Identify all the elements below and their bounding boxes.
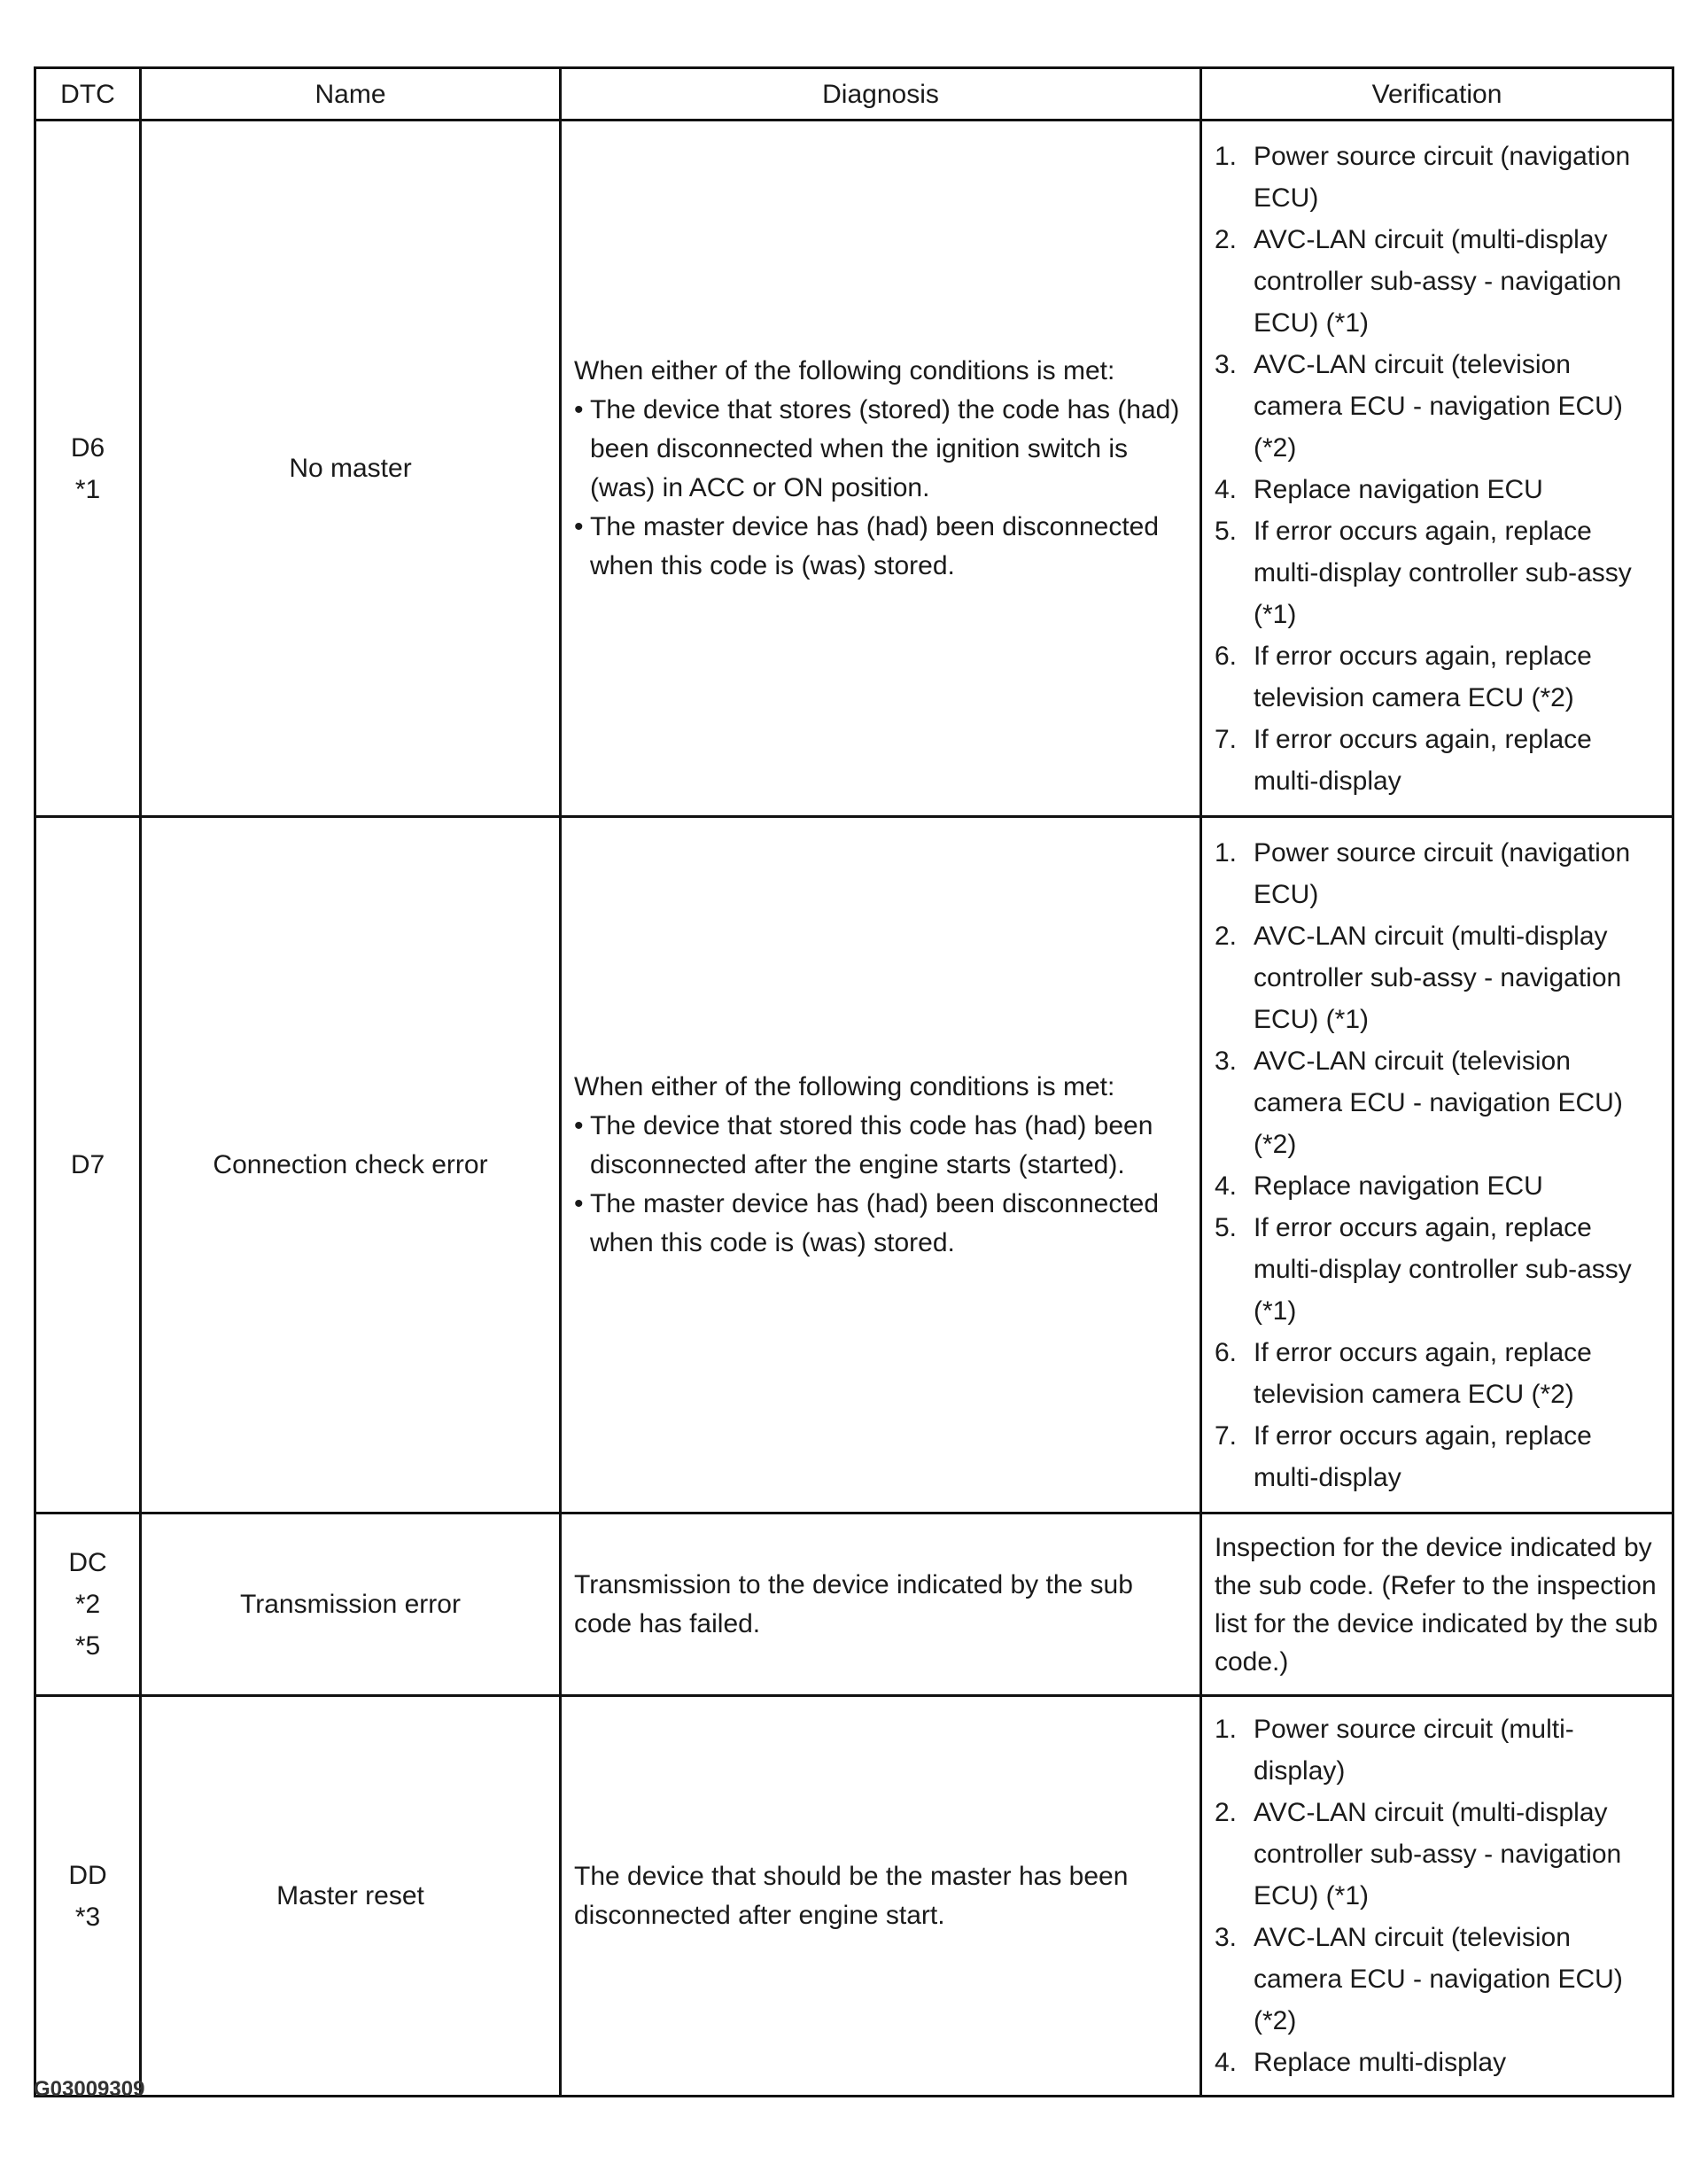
verification-step: 3. AVC-LAN circuit (television camera ECU - navigation ECU) (*2) xyxy=(1215,1046,1623,1159)
dtc-code: DD xyxy=(68,1860,107,1890)
diagnosis-bullet: • The master device has (had) been disconnected when this code is (was) stored. xyxy=(574,1185,1184,1263)
verification-step: 6. If error occurs again, replace television camera ECU (*2) xyxy=(1215,641,1592,712)
figure-code: G03009309 xyxy=(34,2077,145,2101)
header-diagnosis: Diagnosis xyxy=(561,68,1201,121)
verification-cell xyxy=(1201,1696,1673,2097)
diagnosis-cell xyxy=(561,1696,1201,2097)
dtc-code: D7 xyxy=(70,1150,105,1179)
diagnosis-text: The device that should be the master has been disconnected after engine start. xyxy=(574,1861,1129,1930)
verification-step: 5. If error occurs again, replace multi-display controller sub-assy (*1) xyxy=(1215,1212,1632,1326)
verification-step: 7. If error occurs again, replace multi-display xyxy=(1215,724,1592,796)
verification-cell xyxy=(1201,1513,1673,1696)
verification-step: 1. Power source circuit (navigation ECU) xyxy=(1215,141,1631,213)
verification-text: Inspection for the device indicated by the sub code. (Refer to the inspection list for the device indicated by the sub code.) xyxy=(1215,1532,1658,1677)
dtc-note: *2 xyxy=(74,1590,101,1619)
verification-step: 5. If error occurs again, replace multi-display controller sub-assy (*1) xyxy=(1215,516,1632,629)
verification-step: 4. Replace navigation ECU xyxy=(1215,1171,1543,1201)
verification-steps xyxy=(1215,832,1661,1498)
header-name: Name xyxy=(141,68,561,121)
verification-step: 3. AVC-LAN circuit (television camera ECU - navigation ECU) (*2) xyxy=(1215,349,1623,463)
dtc-code-cell xyxy=(35,1696,141,2097)
verification-step: 2. AVC-LAN circuit (multi-display controller sub-assy - navigation ECU) (*1) xyxy=(1215,1798,1622,1910)
table-row xyxy=(35,817,1673,1513)
dtc-name: Connection check error xyxy=(141,817,561,1513)
diagnosis-intro: When either of the following conditions is met: xyxy=(574,355,1115,385)
diagnosis-bullet: • The master device has (had) been disconnected when this code is (was) stored. xyxy=(574,508,1184,586)
dtc-note: *3 xyxy=(74,1902,101,1932)
verification-step: 1. Power source circuit (multi-display) xyxy=(1215,1715,1574,1786)
verification-steps xyxy=(1215,136,1661,802)
diagnosis-bullets xyxy=(574,1107,1184,1263)
dtc-code-cell xyxy=(35,121,141,817)
table-row xyxy=(35,1513,1673,1696)
diagnosis-bullets xyxy=(574,391,1184,586)
dtc-code-cell xyxy=(35,817,141,1513)
table-row xyxy=(35,1696,1673,2097)
verification-step: 2. AVC-LAN circuit (multi-display controller sub-assy - navigation ECU) (*1) xyxy=(1215,224,1622,338)
table-row xyxy=(35,121,1673,817)
dtc-code-cell xyxy=(35,1513,141,1696)
verification-cell xyxy=(1201,121,1673,817)
diagnosis-text: Transmission to the device indicated by the sub code has failed. xyxy=(574,1569,1133,1638)
verification-step: 3. AVC-LAN circuit (television camera ECU - navigation ECU) (*2) xyxy=(1215,1923,1623,2035)
dtc-code: D6 xyxy=(70,432,105,463)
verification-step: 2. AVC-LAN circuit (multi-display controller sub-assy - navigation ECU) (*1) xyxy=(1215,921,1622,1034)
diagnosis-intro: When either of the following conditions is met: xyxy=(574,1071,1115,1101)
verification-steps xyxy=(1215,1708,1661,2083)
dtc-table xyxy=(34,66,1674,2097)
dtc-note: *1 xyxy=(74,474,101,504)
verification-step: 4. Replace navigation ECU xyxy=(1215,474,1543,504)
table-header-row xyxy=(35,68,1673,121)
verification-cell xyxy=(1201,817,1673,1513)
dtc-name: Master reset xyxy=(141,1696,561,2097)
diagnosis-cell xyxy=(561,817,1201,1513)
dtc-name: No master xyxy=(141,121,561,817)
header-verification: Verification xyxy=(1201,68,1673,121)
verification-step: 4. Replace multi-display xyxy=(1215,2048,1507,2077)
verification-step: 7. If error occurs again, replace multi-display xyxy=(1215,1420,1592,1492)
dtc-note: *5 xyxy=(74,1631,101,1661)
verification-step: 1. Power source circuit (navigation ECU) xyxy=(1215,837,1631,909)
header-dtc: DTC xyxy=(35,68,141,121)
diagnosis-cell xyxy=(561,121,1201,817)
diagnosis-cell xyxy=(561,1513,1201,1696)
verification-step: 6. If error occurs again, replace television camera ECU (*2) xyxy=(1215,1337,1592,1409)
diagnosis-bullet: • The device that stores (stored) the code has (had) been disconnected when the ignition switch is (was) in ACC or ON position. xyxy=(574,391,1184,508)
dtc-code: DC xyxy=(68,1548,107,1577)
diagnosis-bullet: • The device that stored this code has (had) been disconnected after the engine starts (started). xyxy=(574,1107,1184,1185)
dtc-name: Transmission error xyxy=(141,1513,561,1696)
